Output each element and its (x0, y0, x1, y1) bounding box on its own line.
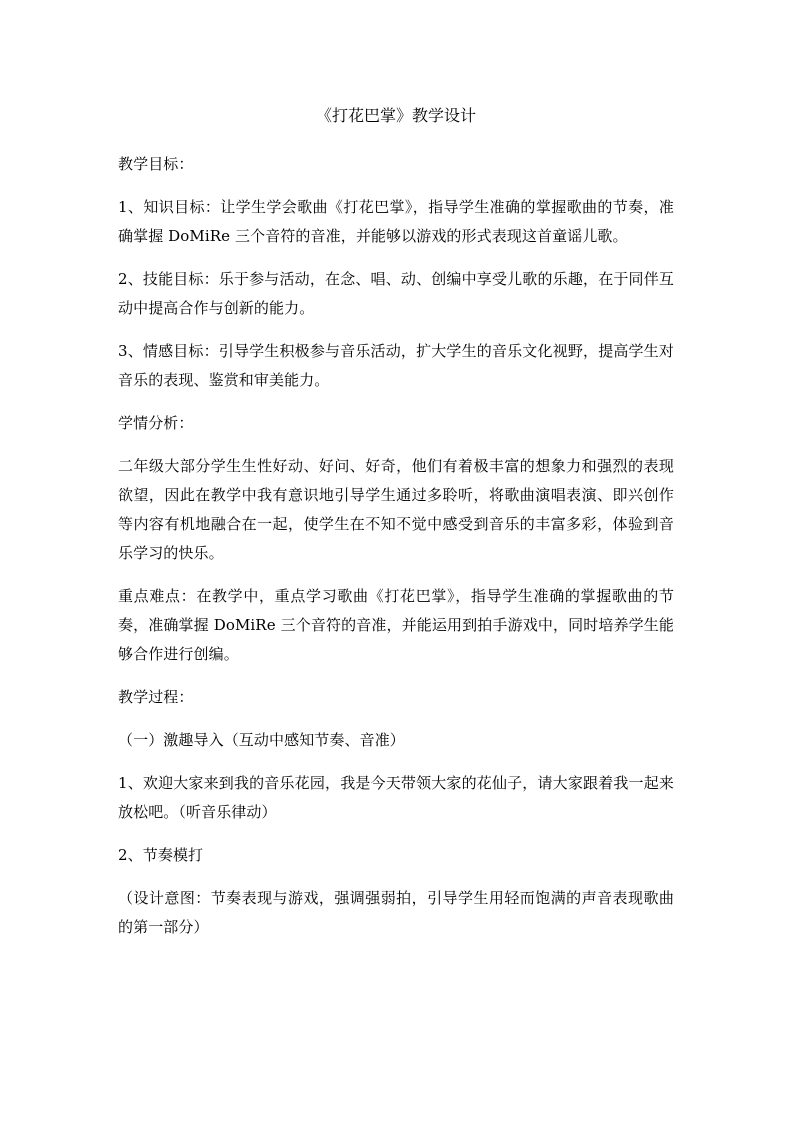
section-heading-teaching-process: 教学过程： (118, 688, 194, 706)
paragraph-skill-goal: 2、技能目标：乐于参与活动，在念、唱、动、创编中享受儿歌的乐趣，在于同伴互动中提高合作与创新的能力。 (118, 270, 674, 317)
section-heading-student-analysis: 学情分析： (118, 414, 194, 432)
paragraph-knowledge-goal: 1、知识目标：让学生学会歌曲《打花巴掌》，指导学生准确的掌握歌曲的节奏，准确掌握 DoMiRe 三个音符的音准，并能够以游戏的形式表现这首童谣儿歌。 (118, 198, 674, 245)
paragraph-design-intent: （设计意图：节奏表现与游戏，强调强弱拍，引导学生用轻而饱满的声音表现歌曲的第一部分） (118, 889, 674, 936)
paragraph-step-1: 1、欢迎大家来到我的音乐花园，我是今天带领大家的花仙子，请大家跟着我一起来放松吧。（听音乐律动） (118, 774, 674, 821)
section-heading-teaching-goals: 教学目标： (118, 155, 194, 173)
paragraph-intro-heading: （一）激趣导入（互动中感知节奏、音准） (118, 731, 405, 749)
document-title: 《打花巴掌》教学设计 (315, 106, 476, 125)
paragraph-key-difficulties: 重点难点：在教学中，重点学习歌曲《打花巴掌》，指导学生准确的掌握歌曲的节奏，准确掌握 DoMiRe 三个音符的音准，并能运用到拍手游戏中，同时培养学生能够合作进行创编。 (118, 587, 674, 663)
paragraph-emotion-goal: 3、情感目标：引导学生积极参与音乐活动，扩大学生的音乐文化视野，提高学生对音乐的表现、鉴赏和审美能力。 (118, 342, 674, 389)
paragraph-student-analysis: 二年级大部分学生生性好动、好问、好奇，他们有着极丰富的想象力和强烈的表现欲望，因此在教学中我有意识地引导学生通过多聆听，将歌曲演唱表演、即兴创作等内容有机地融合在一起，使学生在不知不觉中感受到音乐的丰富多彩，体验到音乐学习的快乐。 (118, 457, 674, 562)
document-page (118, 104, 674, 956)
paragraph-step-2: 2、节奏模打 (118, 846, 204, 864)
